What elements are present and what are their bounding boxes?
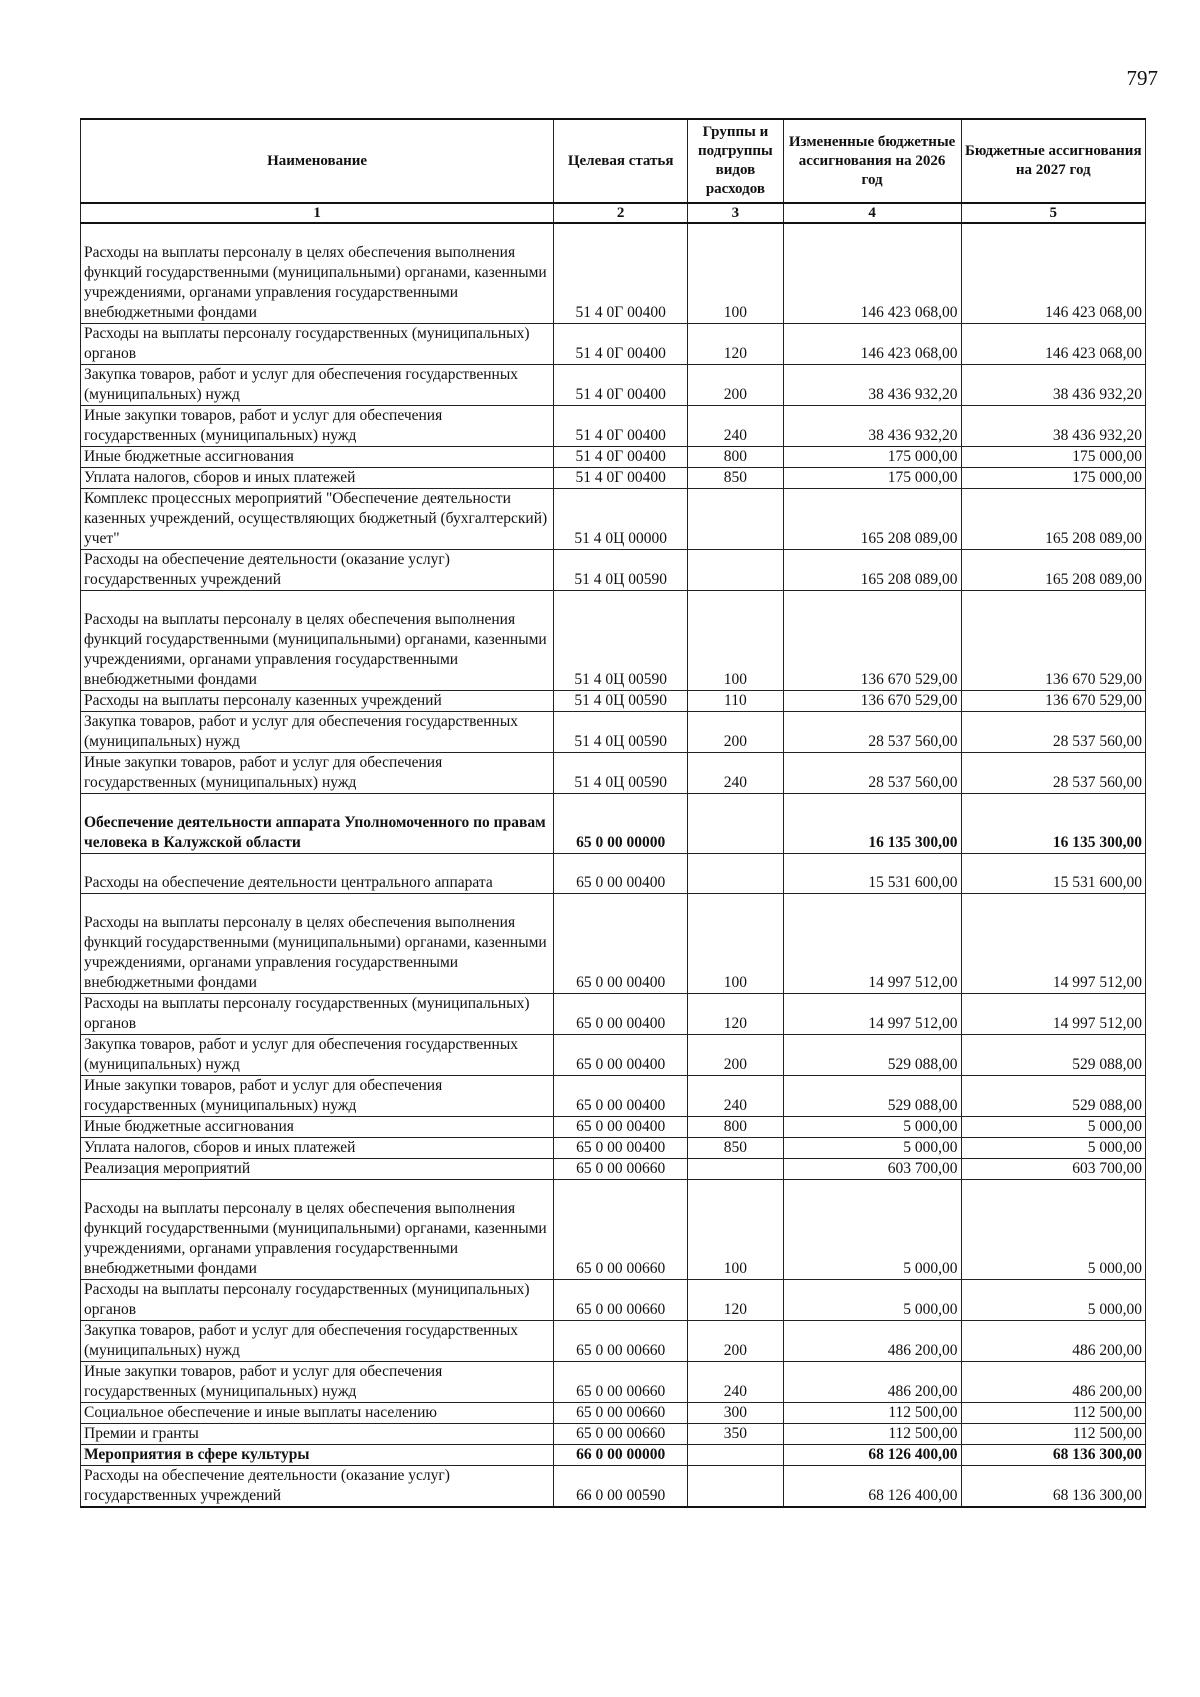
row-name: Иные закупки товаров, работ и услуг для обеспечения государственных (муниципальных) нужд xyxy=(81,1361,554,1402)
row-amount-2027: 5 000,00 xyxy=(961,1137,1145,1158)
row-amount-2027: 14 997 512,00 xyxy=(961,993,1145,1034)
row-name: Расходы на выплаты персоналу государственных (муниципальных) органов xyxy=(81,323,554,364)
row-name: Расходы на выплаты персоналу государственных (муниципальных) органов xyxy=(81,993,554,1034)
row-name: Обеспечение деятельности аппарата Уполномоченного по правам человека в Калужской области xyxy=(81,793,554,853)
row-amount-2027: 175 000,00 xyxy=(961,467,1145,488)
row-amount-2027: 146 423 068,00 xyxy=(961,223,1145,323)
row-code: 65 0 00 00000 xyxy=(554,793,688,853)
table-row xyxy=(81,1402,1146,1423)
table-row xyxy=(81,323,1146,364)
header-2027: Бюджетные ассигнования на 2027 год xyxy=(961,119,1145,203)
row-amount-2026: 603 700,00 xyxy=(783,1158,961,1179)
row-group: 850 xyxy=(688,1137,784,1158)
row-amount-2026: 486 200,00 xyxy=(783,1320,961,1361)
row-code: 51 4 0Ц 00590 xyxy=(554,690,688,711)
row-group xyxy=(688,1158,784,1179)
row-amount-2027: 5 000,00 xyxy=(961,1179,1145,1279)
row-amount-2027: 175 000,00 xyxy=(961,446,1145,467)
row-code: 51 4 0Ц 00590 xyxy=(554,549,688,590)
table-row xyxy=(81,1423,1146,1444)
row-group: 350 xyxy=(688,1423,784,1444)
row-group: 240 xyxy=(688,1361,784,1402)
row-amount-2026: 529 088,00 xyxy=(783,1034,961,1075)
table-row xyxy=(81,893,1146,993)
row-code: 65 0 00 00660 xyxy=(554,1361,688,1402)
row-amount-2026: 136 670 529,00 xyxy=(783,690,961,711)
row-amount-2027: 68 136 300,00 xyxy=(961,1444,1145,1465)
column-number-row xyxy=(81,203,1146,223)
row-group: 200 xyxy=(688,1034,784,1075)
row-group xyxy=(688,1444,784,1465)
row-amount-2026: 14 997 512,00 xyxy=(783,893,961,993)
row-name: Комплекс процессных мероприятий "Обеспечение деятельности казенных учреждений, осуществляющих бюджетный (бухгалтерский) учет" xyxy=(81,488,554,549)
row-code: 51 4 0Г 00400 xyxy=(554,223,688,323)
table-row xyxy=(81,1034,1146,1075)
table-row xyxy=(81,853,1146,893)
row-amount-2027: 112 500,00 xyxy=(961,1402,1145,1423)
header-2026: Измененные бюджетные ассигнования на 2026 год xyxy=(783,119,961,203)
row-code: 65 0 00 00660 xyxy=(554,1423,688,1444)
row-name: Иные бюджетные ассигнования xyxy=(81,446,554,467)
row-group: 120 xyxy=(688,1279,784,1320)
row-name: Премии и гранты xyxy=(81,1423,554,1444)
row-code: 65 0 00 00400 xyxy=(554,1116,688,1137)
row-amount-2026: 5 000,00 xyxy=(783,1137,961,1158)
table-row xyxy=(81,690,1146,711)
table-row xyxy=(81,1320,1146,1361)
row-amount-2027: 16 135 300,00 xyxy=(961,793,1145,853)
table-row xyxy=(81,1158,1146,1179)
row-amount-2027: 165 208 089,00 xyxy=(961,488,1145,549)
table-row xyxy=(81,993,1146,1034)
row-amount-2026: 165 208 089,00 xyxy=(783,488,961,549)
row-code: 65 0 00 00400 xyxy=(554,1034,688,1075)
row-amount-2027: 146 423 068,00 xyxy=(961,323,1145,364)
row-group: 800 xyxy=(688,1116,784,1137)
row-name: Уплата налогов, сборов и иных платежей xyxy=(81,467,554,488)
row-name: Закупка товаров, работ и услуг для обеспечения государственных (муниципальных) нужд xyxy=(81,1320,554,1361)
row-group: 120 xyxy=(688,993,784,1034)
row-name: Уплата налогов, сборов и иных платежей xyxy=(81,1137,554,1158)
row-group: 200 xyxy=(688,1320,784,1361)
column-number: 2 xyxy=(554,203,688,223)
table-row xyxy=(81,1361,1146,1402)
row-code: 65 0 00 00660 xyxy=(554,1158,688,1179)
row-code: 51 4 0Ц 00590 xyxy=(554,752,688,793)
row-group: 240 xyxy=(688,1075,784,1116)
table-row xyxy=(81,223,1146,323)
row-amount-2026: 38 436 932,20 xyxy=(783,364,961,405)
budget-table xyxy=(80,118,1146,1508)
row-group: 120 xyxy=(688,323,784,364)
row-code: 65 0 00 00660 xyxy=(554,1179,688,1279)
row-code: 51 4 0Ц 00590 xyxy=(554,711,688,752)
row-group: 100 xyxy=(688,1179,784,1279)
row-group: 300 xyxy=(688,1402,784,1423)
row-name: Закупка товаров, работ и услуг для обеспечения государственных (муниципальных) нужд xyxy=(81,364,554,405)
column-number: 5 xyxy=(961,203,1145,223)
row-amount-2027: 28 537 560,00 xyxy=(961,711,1145,752)
row-name: Мероприятия в сфере культуры xyxy=(81,1444,554,1465)
row-name: Расходы на выплаты персоналу в целях обеспечения выполнения функций государственными (муниципальными) органами, казенными учреждениями, органами управления государственными внебюджетными фондами xyxy=(81,1179,554,1279)
row-name: Закупка товаров, работ и услуг для обеспечения государственных (муниципальных) нужд xyxy=(81,1034,554,1075)
row-amount-2026: 5 000,00 xyxy=(783,1279,961,1320)
row-name: Расходы на выплаты персоналу в целях обеспечения выполнения функций государственными (муниципальными) органами, казенными учреждениями, органами управления государственными внебюджетными фондами xyxy=(81,223,554,323)
row-code: 65 0 00 00660 xyxy=(554,1279,688,1320)
row-amount-2026: 112 500,00 xyxy=(783,1402,961,1423)
row-code: 51 4 0Г 00400 xyxy=(554,405,688,446)
row-group xyxy=(688,853,784,893)
table-row xyxy=(81,405,1146,446)
row-group: 100 xyxy=(688,590,784,690)
row-group: 850 xyxy=(688,467,784,488)
row-group: 200 xyxy=(688,711,784,752)
row-amount-2026: 68 126 400,00 xyxy=(783,1465,961,1507)
row-code: 51 4 0Ц 00590 xyxy=(554,590,688,690)
table-row xyxy=(81,1137,1146,1158)
row-code: 51 4 0Г 00400 xyxy=(554,446,688,467)
row-amount-2026: 15 531 600,00 xyxy=(783,853,961,893)
row-amount-2026: 5 000,00 xyxy=(783,1116,961,1137)
table-row xyxy=(81,711,1146,752)
table-row xyxy=(81,488,1146,549)
row-amount-2026: 28 537 560,00 xyxy=(783,711,961,752)
row-amount-2026: 5 000,00 xyxy=(783,1179,961,1279)
row-amount-2026: 486 200,00 xyxy=(783,1361,961,1402)
row-amount-2027: 38 436 932,20 xyxy=(961,405,1145,446)
row-amount-2026: 68 126 400,00 xyxy=(783,1444,961,1465)
table-row xyxy=(81,1179,1146,1279)
table-row xyxy=(81,1075,1146,1116)
row-amount-2027: 136 670 529,00 xyxy=(961,590,1145,690)
row-name: Иные закупки товаров, работ и услуг для обеспечения государственных (муниципальных) нужд xyxy=(81,405,554,446)
row-amount-2027: 486 200,00 xyxy=(961,1320,1145,1361)
row-amount-2026: 146 423 068,00 xyxy=(783,323,961,364)
table-body xyxy=(81,223,1146,1507)
column-number: 3 xyxy=(688,203,784,223)
row-group xyxy=(688,1465,784,1507)
row-amount-2026: 175 000,00 xyxy=(783,467,961,488)
row-amount-2027: 136 670 529,00 xyxy=(961,690,1145,711)
row-amount-2026: 146 423 068,00 xyxy=(783,223,961,323)
table-row xyxy=(81,467,1146,488)
table-row xyxy=(81,1279,1146,1320)
table-row xyxy=(81,1116,1146,1137)
row-name: Иные закупки товаров, работ и услуг для обеспечения государственных (муниципальных) нужд xyxy=(81,1075,554,1116)
table-row xyxy=(81,793,1146,853)
row-amount-2027: 5 000,00 xyxy=(961,1279,1145,1320)
row-amount-2027: 112 500,00 xyxy=(961,1423,1145,1444)
row-group: 200 xyxy=(688,364,784,405)
row-amount-2026: 165 208 089,00 xyxy=(783,549,961,590)
header-row xyxy=(81,119,1146,203)
row-amount-2026: 14 997 512,00 xyxy=(783,993,961,1034)
table-row xyxy=(81,364,1146,405)
row-group: 240 xyxy=(688,752,784,793)
table-row xyxy=(81,446,1146,467)
row-code: 66 0 00 00590 xyxy=(554,1465,688,1507)
row-amount-2026: 38 436 932,20 xyxy=(783,405,961,446)
row-amount-2026: 112 500,00 xyxy=(783,1423,961,1444)
row-group xyxy=(688,793,784,853)
row-code: 65 0 00 00400 xyxy=(554,993,688,1034)
row-group: 800 xyxy=(688,446,784,467)
row-amount-2026: 16 135 300,00 xyxy=(783,793,961,853)
row-amount-2026: 136 670 529,00 xyxy=(783,590,961,690)
row-name: Реализация мероприятий xyxy=(81,1158,554,1179)
row-amount-2026: 28 537 560,00 xyxy=(783,752,961,793)
row-name: Закупка товаров, работ и услуг для обеспечения государственных (муниципальных) нужд xyxy=(81,711,554,752)
table-row xyxy=(81,752,1146,793)
row-amount-2026: 175 000,00 xyxy=(783,446,961,467)
row-amount-2027: 165 208 089,00 xyxy=(961,549,1145,590)
row-name: Расходы на выплаты персоналу государственных (муниципальных) органов xyxy=(81,1279,554,1320)
row-name: Расходы на обеспечение деятельности центрального аппарата xyxy=(81,853,554,893)
row-amount-2027: 38 436 932,20 xyxy=(961,364,1145,405)
row-code: 65 0 00 00400 xyxy=(554,853,688,893)
row-name: Расходы на выплаты персоналу в целях обеспечения выполнения функций государственными (муниципальными) органами, казенными учреждениями, органами управления государственными внебюджетными фондами xyxy=(81,893,554,993)
row-amount-2027: 28 537 560,00 xyxy=(961,752,1145,793)
page-number: 797 xyxy=(1126,66,1158,90)
row-group: 110 xyxy=(688,690,784,711)
row-code: 65 0 00 00400 xyxy=(554,893,688,993)
row-amount-2027: 68 136 300,00 xyxy=(961,1465,1145,1507)
row-name: Расходы на выплаты персоналу казенных учреждений xyxy=(81,690,554,711)
table-row xyxy=(81,1465,1146,1507)
row-name: Иные закупки товаров, работ и услуг для обеспечения государственных (муниципальных) нужд xyxy=(81,752,554,793)
table-row xyxy=(81,549,1146,590)
row-name: Социальное обеспечение и иные выплаты населению xyxy=(81,1402,554,1423)
row-group xyxy=(688,549,784,590)
header-name: Наименование xyxy=(81,119,554,203)
row-code: 51 4 0Г 00400 xyxy=(554,323,688,364)
row-amount-2026: 529 088,00 xyxy=(783,1075,961,1116)
row-code: 51 4 0Ц 00000 xyxy=(554,488,688,549)
row-group: 100 xyxy=(688,223,784,323)
row-group: 240 xyxy=(688,405,784,446)
row-amount-2027: 529 088,00 xyxy=(961,1034,1145,1075)
row-code: 65 0 00 00660 xyxy=(554,1320,688,1361)
header-code: Целевая статья xyxy=(554,119,688,203)
row-amount-2027: 15 531 600,00 xyxy=(961,853,1145,893)
row-code: 66 0 00 00000 xyxy=(554,1444,688,1465)
row-amount-2027: 5 000,00 xyxy=(961,1116,1145,1137)
row-code: 65 0 00 00400 xyxy=(554,1075,688,1116)
row-group: 100 xyxy=(688,893,784,993)
row-amount-2027: 486 200,00 xyxy=(961,1361,1145,1402)
row-code: 51 4 0Г 00400 xyxy=(554,364,688,405)
row-amount-2027: 603 700,00 xyxy=(961,1158,1145,1179)
row-code: 65 0 00 00660 xyxy=(554,1402,688,1423)
row-code: 65 0 00 00400 xyxy=(554,1137,688,1158)
table-row xyxy=(81,1444,1146,1465)
row-amount-2027: 529 088,00 xyxy=(961,1075,1145,1116)
row-group xyxy=(688,488,784,549)
row-name: Расходы на обеспечение деятельности (оказание услуг) государственных учреждений xyxy=(81,1465,554,1507)
row-name: Расходы на выплаты персоналу в целях обеспечения выполнения функций государственными (муниципальными) органами, казенными учреждениями, органами управления государственными внебюджетными фондами xyxy=(81,590,554,690)
column-number: 4 xyxy=(783,203,961,223)
row-amount-2027: 14 997 512,00 xyxy=(961,893,1145,993)
row-name: Расходы на обеспечение деятельности (оказание услуг) государственных учреждений xyxy=(81,549,554,590)
row-name: Иные бюджетные ассигнования xyxy=(81,1116,554,1137)
table-row xyxy=(81,590,1146,690)
column-number: 1 xyxy=(81,203,554,223)
row-code: 51 4 0Г 00400 xyxy=(554,467,688,488)
header-group: Группы и подгруппы видов расходов xyxy=(688,119,784,203)
